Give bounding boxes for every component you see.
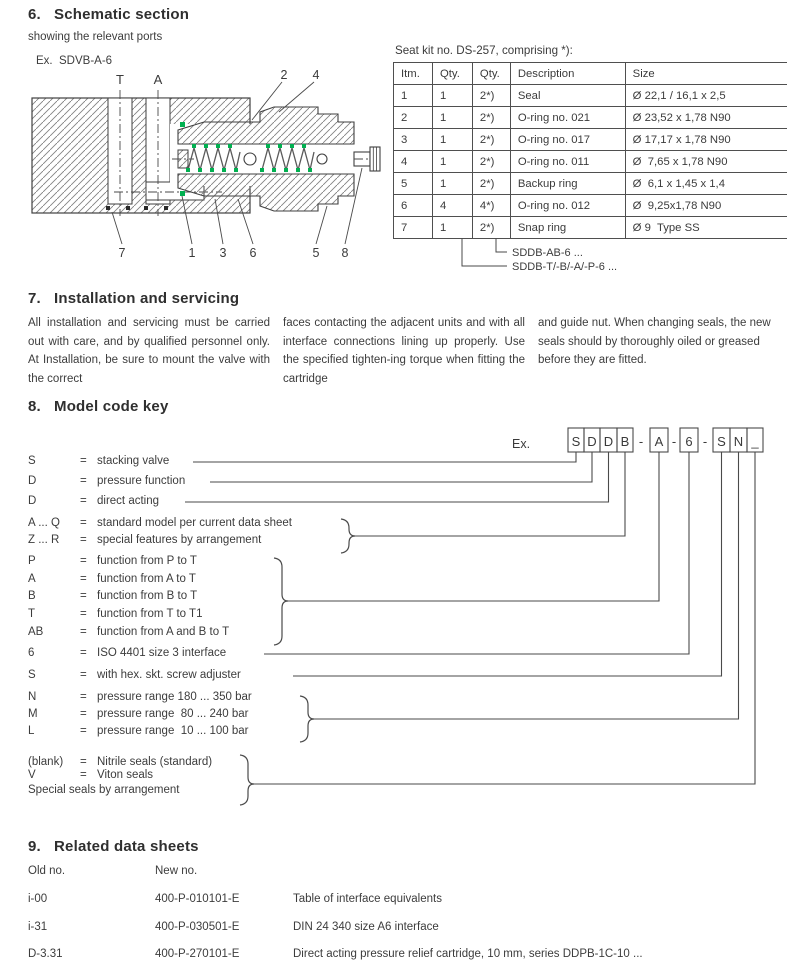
section6-heading	[28, 6, 189, 23]
seat-kit-variant-label: SDDB-T/-B/-A/-P-6 ...	[512, 261, 618, 273]
port-label-t: T	[116, 72, 124, 87]
code-letter: N	[733, 434, 744, 449]
model-key-row	[28, 756, 212, 768]
code-separator: -	[638, 434, 644, 449]
code-letter: B	[620, 434, 630, 449]
seat-kit-block	[393, 44, 787, 284]
table-cell: 3	[394, 129, 433, 151]
model-code-diagram	[0, 415, 787, 820]
related-header-row	[28, 865, 293, 877]
connector-lines	[185, 452, 755, 784]
related-row	[28, 948, 643, 960]
connector-line	[288, 452, 659, 601]
table-cell: 4*)	[472, 195, 510, 217]
key-description: direct acting	[97, 495, 160, 507]
equals-sign: =	[80, 517, 87, 529]
key-description: pressure range 180 ... 350 bar	[97, 691, 252, 703]
callout-label: 1	[188, 246, 196, 260]
table-cell: Ø 7,65 x 1,78 N90	[625, 151, 787, 173]
seat-kit-leaders	[393, 44, 787, 284]
equals-sign: =	[80, 725, 87, 737]
key-description: function from T to T1	[97, 608, 203, 620]
table-cell: 2*)	[472, 107, 510, 129]
callout-label: 7	[118, 246, 126, 260]
key-description: stacking valve	[97, 455, 170, 467]
table-cell: 5	[394, 173, 433, 195]
key-code: M	[28, 708, 38, 720]
new-number: 400-P-030501-E	[155, 921, 240, 933]
section8-heading	[28, 398, 169, 415]
equals-sign: =	[80, 608, 87, 620]
key-description: function from A to T	[97, 573, 196, 585]
equals-sign: =	[80, 475, 87, 487]
callout-label: 2	[280, 68, 288, 82]
table-cell: 1	[394, 85, 433, 107]
key-code: Z ... R	[28, 534, 60, 546]
section-number: 8.	[28, 398, 41, 415]
equals-sign: =	[80, 590, 87, 602]
section-title: Model code key	[54, 398, 169, 415]
table-cell: 6	[394, 195, 433, 217]
key-description: function from B to T	[97, 590, 198, 602]
model-key-row	[28, 455, 169, 467]
poppet-ball-icon	[317, 154, 327, 164]
equals-sign: =	[80, 626, 87, 638]
connector-line	[210, 452, 592, 482]
section-title: Related data sheets	[54, 838, 199, 855]
section-title: Installation and servicing	[54, 290, 240, 307]
table-cell: Ø 17,17 x 1,78 N90	[625, 129, 787, 151]
key-description: pressure range 10 ... 100 bar	[97, 725, 249, 737]
key-description: standard model per current data sheet	[97, 517, 292, 529]
table-cell: Snap ring	[510, 217, 625, 239]
table-cell: 2	[394, 107, 433, 129]
section6-subtitle: showing the relevant ports	[28, 31, 163, 43]
key-description: Nitrile seals (standard)	[97, 756, 213, 768]
key-description: with hex. skt. screw adjuster	[97, 669, 241, 681]
key-code: D	[28, 495, 37, 507]
key-code: D	[28, 475, 37, 487]
callout-label: 6	[249, 246, 257, 260]
code-letter: S	[571, 434, 581, 449]
code-letter: _	[751, 434, 759, 449]
table-cell: 4	[432, 195, 472, 217]
model-key-row	[28, 517, 292, 529]
table-cell: Ø 23,52 x 1,78 N90	[625, 107, 787, 129]
brace	[274, 558, 288, 645]
model-key-row	[28, 573, 196, 585]
model-key-row	[28, 495, 159, 507]
brace	[240, 755, 254, 805]
model-key-row	[28, 691, 252, 703]
table-cell: 1	[432, 173, 472, 195]
table-cell: O-ring no. 021	[510, 107, 625, 129]
equals-sign: =	[80, 669, 87, 681]
equals-sign: =	[80, 708, 87, 720]
callout-label: 8	[341, 246, 349, 260]
table-cell: 1	[432, 217, 472, 239]
brace	[341, 519, 355, 553]
column-header-old: Old no.	[28, 865, 66, 877]
text-column: faces contacting the adjacent units and with all interface connections lining up properly. Use the specified tighten-ing torque when fitting the cartridge	[283, 317, 525, 385]
table-cell: 7	[394, 217, 433, 239]
equals-sign: =	[80, 573, 87, 585]
key-code: S	[28, 669, 36, 681]
table-cell: O-ring no. 012	[510, 195, 625, 217]
key-code: A ... Q	[28, 517, 60, 529]
table-cell: O-ring no. 011	[510, 151, 625, 173]
key-description: ISO 4401 size 3 interface	[97, 647, 227, 659]
table-cell: 1	[432, 107, 472, 129]
equals-sign: =	[80, 455, 87, 467]
key-description: function from A and B to T	[97, 626, 230, 638]
braces	[240, 519, 355, 805]
section7-heading	[28, 290, 239, 307]
key-code: N	[28, 691, 37, 703]
key-code: T	[28, 608, 36, 620]
model-key-row	[28, 475, 185, 487]
section9-heading	[28, 838, 768, 855]
code-separator: -	[702, 434, 708, 449]
table-cell: 2*)	[472, 85, 510, 107]
seat-kit-variant-label: SDDB-AB-6 ...	[512, 247, 583, 259]
model-key-row	[28, 534, 261, 546]
related-row	[28, 893, 442, 905]
key-description: pressure range 80 ... 240 bar	[97, 708, 249, 720]
table-cell: Itm.	[394, 63, 433, 85]
table-cell: 1	[432, 151, 472, 173]
code-letter: 6	[685, 434, 693, 449]
code-letter: D	[603, 434, 614, 449]
related-data-sheets	[28, 838, 768, 968]
related-row	[28, 921, 439, 933]
equals-sign: =	[80, 495, 87, 507]
table-cell: 1	[432, 85, 472, 107]
key-description: special features by arrangement	[97, 534, 262, 546]
key-code: A	[28, 573, 36, 585]
callout-label: 3	[219, 246, 227, 260]
table-cell: 2*)	[472, 151, 510, 173]
code-letter: D	[587, 434, 597, 449]
old-number: D-3.31	[28, 948, 63, 960]
table-cell: O-ring no. 017	[510, 129, 625, 151]
sheet-description: Table of interface equivalents	[293, 893, 442, 905]
key-description: Viton seals	[97, 769, 154, 781]
table-cell: Ø 9,25x1,78 N90	[625, 195, 787, 217]
port-label-a: A	[153, 72, 163, 87]
table-cell: 1	[432, 129, 472, 151]
key-description: function from P to T	[97, 555, 197, 567]
key-code: S	[28, 455, 36, 467]
sheet-description: DIN 24 340 size A6 interface	[293, 921, 439, 933]
code-letter: A	[654, 434, 664, 449]
model-key-row	[28, 669, 241, 681]
model-key-row	[28, 608, 202, 620]
brace	[300, 696, 314, 742]
key-code: B	[28, 590, 36, 602]
model-key-row	[28, 784, 180, 796]
code-letter: S	[717, 434, 726, 449]
table-cell: 4	[394, 151, 433, 173]
equals-sign: =	[80, 555, 87, 567]
connector-line	[293, 452, 722, 676]
model-key-row	[28, 708, 249, 720]
model-key-row	[28, 626, 229, 638]
column-header-new: New no.	[155, 865, 198, 877]
sheet-description: Direct acting pressure relief cartridge, 10 mm, series DDPB-1C-10 ...	[293, 948, 643, 960]
schematic-drawing	[22, 66, 382, 271]
callout-label: 4	[312, 68, 320, 82]
key-code: (blank)	[28, 756, 64, 768]
section-title: Schematic section	[54, 6, 190, 23]
model-key-row	[28, 555, 197, 567]
table-cell: Qty.	[472, 63, 510, 85]
equals-sign: =	[80, 756, 87, 768]
section7-body	[28, 314, 787, 388]
seat-kit-title: Seat kit no. DS-257, comprising *):	[395, 44, 573, 57]
connector-line	[193, 452, 576, 462]
text-column: and guide nut. When changing seals, the new seals should by thoroughly oiled or greased before they are fitted.	[538, 317, 771, 367]
model-key-row	[28, 590, 197, 602]
cartridge-bore	[178, 144, 354, 174]
table-cell: 2*)	[472, 217, 510, 239]
key-code: 6	[28, 647, 35, 659]
connector-line	[355, 452, 625, 536]
model-code-example-label: Ex.	[512, 437, 531, 451]
table-cell: 2*)	[472, 129, 510, 151]
table-cell: Backup ring	[510, 173, 625, 195]
table-cell: Description	[510, 63, 625, 85]
old-number: i-31	[28, 921, 48, 933]
section-number: 9.	[28, 838, 41, 855]
table-cell: Seal	[510, 85, 625, 107]
section-number: 6.	[28, 6, 41, 23]
key-code: V	[28, 769, 36, 781]
equals-sign: =	[80, 769, 87, 781]
equals-sign: =	[80, 534, 87, 546]
poppet-ball-icon	[244, 153, 256, 165]
connector-line	[185, 452, 609, 502]
new-number: 400-P-010101-E	[155, 893, 240, 905]
table-cell: Ø 22,1 / 16,1 x 2,5	[625, 85, 787, 107]
callout-label: 5	[312, 246, 320, 260]
table-cell: Size	[625, 63, 787, 85]
model-key-row	[28, 725, 249, 737]
key-code: P	[28, 555, 36, 567]
new-number: 400-P-270101-E	[155, 948, 240, 960]
section-number: 7.	[28, 290, 41, 307]
equals-sign: =	[80, 647, 87, 659]
key-description: pressure function	[97, 475, 186, 487]
table-cell: 2*)	[472, 173, 510, 195]
equals-sign: =	[80, 691, 87, 703]
table-cell: Qty.	[432, 63, 472, 85]
key-code: L	[28, 725, 35, 737]
table-cell: Ø 6,1 x 1,45 x 1,4	[625, 173, 787, 195]
model-key-row	[28, 769, 153, 781]
code-separator: -	[671, 434, 677, 449]
hex-adjuster-icon	[370, 147, 380, 171]
text-column: All installation and servicing must be carried out with care, and by qualified personnel only. At Installation, be sure to mount the valve with the correct	[28, 317, 270, 385]
key-description: Special seals by arrangement	[28, 784, 180, 796]
model-key-row	[28, 647, 226, 659]
connector-line	[314, 452, 739, 719]
table-cell: Ø 9 Type SS	[625, 217, 787, 239]
key-code: AB	[28, 626, 44, 638]
old-number: i-00	[28, 893, 48, 905]
schematic-example-label: Ex. SDVB-A-6	[36, 55, 113, 67]
